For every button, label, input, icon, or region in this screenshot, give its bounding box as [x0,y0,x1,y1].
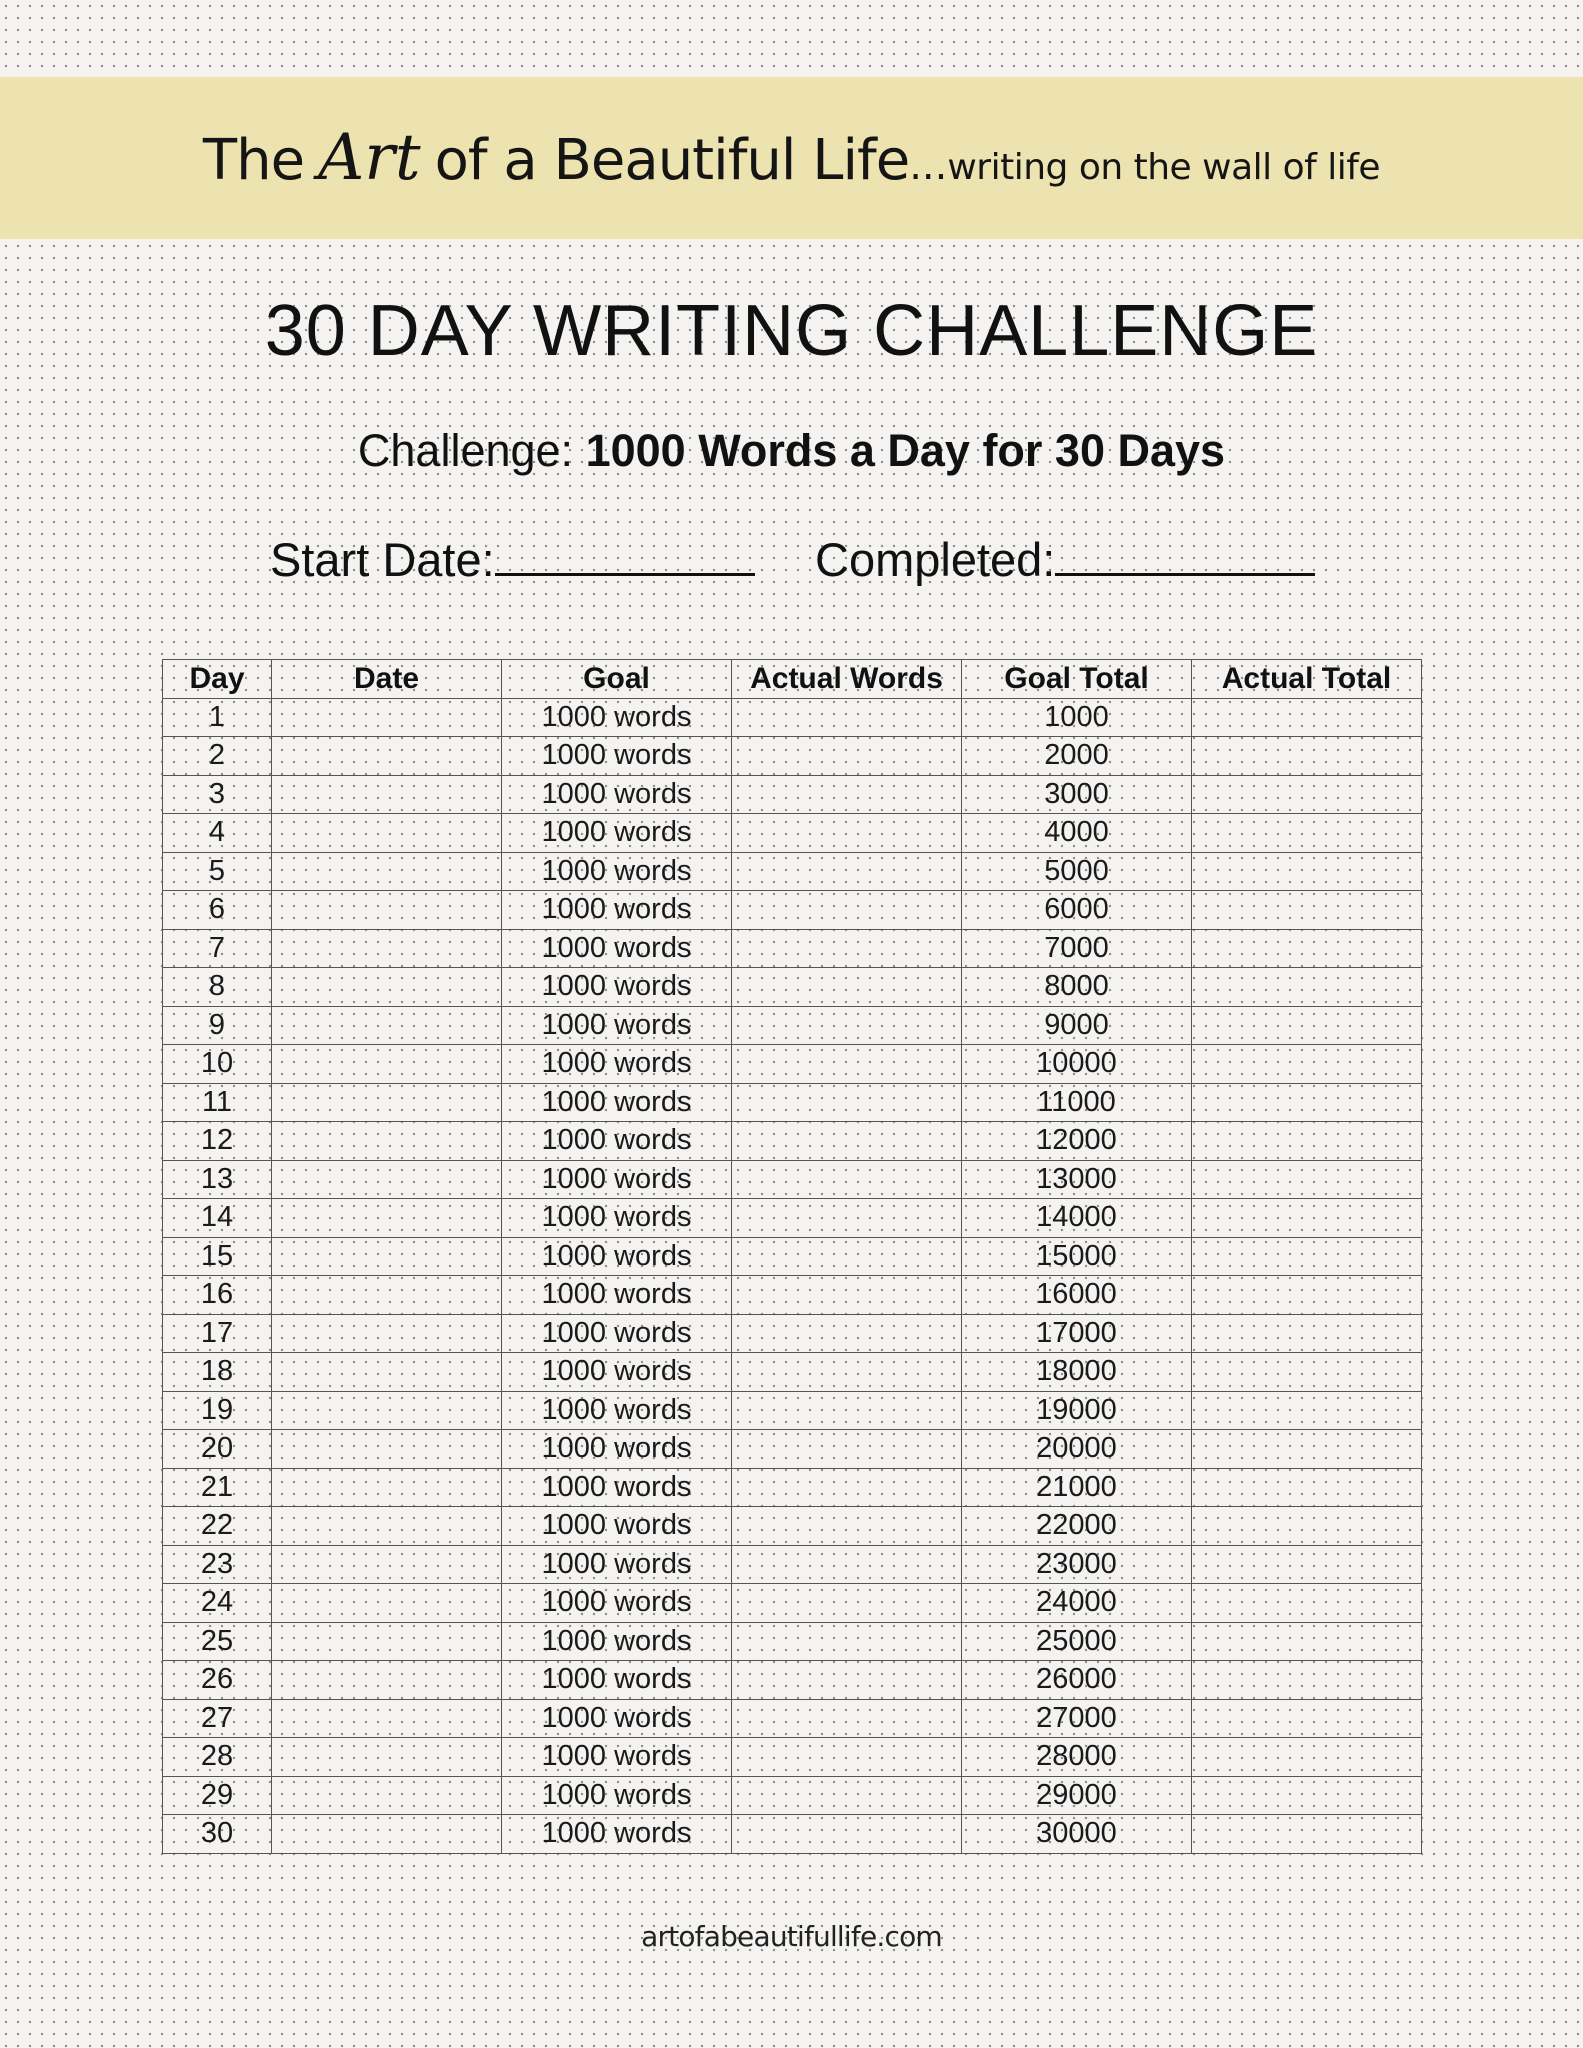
day-cell: 2 [163,737,272,776]
challenge-text: 1000 Words a Day for 30 Days [585,425,1226,476]
challenge-label: Challenge: [357,425,574,476]
goal-cell: 1000 words [502,1815,732,1854]
logo-rest: of a Beautiful Life [434,128,910,193]
logo-tagline: writing on the wall of life [947,147,1381,188]
date-cell[interactable] [272,1276,502,1315]
day-cell: 25 [163,1622,272,1661]
date-cell[interactable] [272,1468,502,1507]
goal-total-cell: 21000 [962,1468,1192,1507]
day-cell: 23 [163,1545,272,1584]
date-cell[interactable] [272,1160,502,1199]
date-cell[interactable] [272,1083,502,1122]
table-row [163,1353,1422,1392]
goal-total-cell: 19000 [962,1391,1192,1430]
actual-words-cell[interactable] [732,1545,962,1584]
goal-cell: 1000 words [502,1045,732,1084]
actual-words-cell[interactable] [732,1391,962,1430]
goal-total-cell: 15000 [962,1237,1192,1276]
day-cell: 18 [163,1353,272,1392]
day-cell: 28 [163,1738,272,1777]
goal-cell: 1000 words [502,1661,732,1700]
table-row [163,1738,1422,1777]
completed-field[interactable] [815,532,1315,587]
actual-total-cell[interactable] [1192,1430,1422,1469]
day-cell: 26 [163,1661,272,1700]
table-row [163,1699,1422,1738]
completed-blank[interactable] [1055,535,1315,576]
table-row [163,968,1422,1007]
actual-total-cell[interactable] [1192,775,1422,814]
actual-total-cell[interactable] [1192,1083,1422,1122]
table-row [163,1545,1422,1584]
table-row [163,1045,1422,1084]
goal-cell: 1000 words [502,1314,732,1353]
day-cell: 7 [163,929,272,968]
col-header-date: Date [272,660,502,699]
site-logo [203,121,1380,195]
day-cell: 14 [163,1199,272,1238]
goal-cell: 1000 words [502,1622,732,1661]
goal-cell: 1000 words [502,1468,732,1507]
goal-cell: 1000 words [502,968,732,1007]
table-row [163,1276,1422,1315]
actual-words-cell[interactable] [732,1430,962,1469]
table-row [163,852,1422,891]
goal-cell: 1000 words [502,737,732,776]
goal-cell: 1000 words [502,775,732,814]
actual-words-cell[interactable] [732,1661,962,1700]
table-row [163,1314,1422,1353]
date-cell[interactable] [272,1006,502,1045]
day-cell: 20 [163,1430,272,1469]
actual-words-cell[interactable] [732,1776,962,1815]
start-date-field[interactable] [270,532,755,587]
goal-cell: 1000 words [502,1699,732,1738]
actual-total-cell[interactable] [1192,891,1422,930]
goal-total-cell: 14000 [962,1199,1192,1238]
goal-cell: 1000 words [502,1584,732,1623]
table-row [163,1199,1422,1238]
actual-total-cell[interactable] [1192,1815,1422,1854]
goal-total-cell: 5000 [962,852,1192,891]
goal-cell: 1000 words [502,929,732,968]
table-row [163,1237,1422,1276]
date-cell[interactable] [272,698,502,737]
goal-total-cell: 20000 [962,1430,1192,1469]
goal-total-cell: 29000 [962,1776,1192,1815]
day-cell: 30 [163,1815,272,1854]
actual-words-cell[interactable] [732,1738,962,1777]
logo-art-script: Art [318,121,421,195]
actual-words-cell[interactable] [732,1045,962,1084]
goal-total-cell: 2000 [962,737,1192,776]
completed-label: Completed: [815,533,1056,586]
day-cell: 19 [163,1391,272,1430]
actual-words-cell[interactable] [732,968,962,1007]
table-row [163,891,1422,930]
logo-the: The [202,128,305,193]
logo-ellipsis: ... [909,143,948,189]
date-cell[interactable] [272,1391,502,1430]
actual-total-cell[interactable] [1192,968,1422,1007]
table-row [163,1661,1422,1700]
actual-total-cell[interactable] [1192,814,1422,853]
actual-words-cell[interactable] [732,1237,962,1276]
table-row [163,1083,1422,1122]
actual-words-cell[interactable] [732,1276,962,1315]
actual-total-cell[interactable] [1192,1006,1422,1045]
actual-total-cell[interactable] [1192,1237,1422,1276]
goal-cell: 1000 words [502,852,732,891]
date-cell[interactable] [272,775,502,814]
day-cell: 17 [163,1314,272,1353]
date-cell[interactable] [272,929,502,968]
goal-total-cell: 7000 [962,929,1192,968]
goal-cell: 1000 words [502,1776,732,1815]
actual-total-cell[interactable] [1192,852,1422,891]
goal-cell: 1000 words [502,1430,732,1469]
goal-total-cell: 24000 [962,1584,1192,1623]
date-cell[interactable] [272,1314,502,1353]
actual-words-cell[interactable] [732,1353,962,1392]
start-date-blank[interactable] [495,535,755,576]
actual-total-cell[interactable] [1192,698,1422,737]
table-row [163,737,1422,776]
goal-cell: 1000 words [502,1276,732,1315]
date-cell[interactable] [272,1430,502,1469]
col-header-actual-total: Actual Total [1192,660,1422,699]
goal-cell: 1000 words [502,1006,732,1045]
goal-total-cell: 22000 [962,1507,1192,1546]
table-row [163,1468,1422,1507]
footer-url[interactable]: artofabeautifullife.com [641,1920,942,1953]
goal-cell: 1000 words [502,814,732,853]
actual-words-cell[interactable] [732,1584,962,1623]
goal-total-cell: 6000 [962,891,1192,930]
col-header-goal-total: Goal Total [962,660,1192,699]
day-cell: 11 [163,1083,272,1122]
col-header-goal: Goal [502,660,732,699]
day-cell: 5 [163,852,272,891]
actual-words-cell[interactable] [732,1622,962,1661]
actual-total-cell[interactable] [1192,1699,1422,1738]
date-cell[interactable] [272,1545,502,1584]
date-cell[interactable] [272,1045,502,1084]
actual-words-cell[interactable] [732,1699,962,1738]
goal-total-cell: 13000 [962,1160,1192,1199]
date-cell[interactable] [272,1584,502,1623]
start-date-label: Start Date: [270,533,495,586]
day-cell: 27 [163,1699,272,1738]
date-cell[interactable] [272,1199,502,1238]
actual-total-cell[interactable] [1192,1661,1422,1700]
actual-total-cell[interactable] [1192,1045,1422,1084]
actual-total-cell[interactable] [1192,1276,1422,1315]
actual-total-cell[interactable] [1192,1160,1422,1199]
day-cell: 4 [163,814,272,853]
actual-total-cell[interactable] [1192,1314,1422,1353]
date-cell[interactable] [272,1353,502,1392]
table-row [163,1776,1422,1815]
goal-total-cell: 25000 [962,1622,1192,1661]
actual-total-cell[interactable] [1192,1199,1422,1238]
date-cell[interactable] [272,891,502,930]
table-row [163,1622,1422,1661]
table-header-row [163,660,1422,699]
goal-total-cell: 16000 [962,1276,1192,1315]
challenge-log-table [162,659,1422,1854]
goal-total-cell: 3000 [962,775,1192,814]
date-cell[interactable] [272,1661,502,1700]
goal-total-cell: 28000 [962,1738,1192,1777]
day-cell: 12 [163,1122,272,1161]
goal-total-cell: 12000 [962,1122,1192,1161]
table-row [163,1391,1422,1430]
goal-total-cell: 10000 [962,1045,1192,1084]
table-row [163,1507,1422,1546]
actual-words-cell[interactable] [732,1122,962,1161]
table-row [163,1006,1422,1045]
goal-total-cell: 9000 [962,1006,1192,1045]
day-cell: 1 [163,698,272,737]
actual-total-cell[interactable] [1192,1584,1422,1623]
day-cell: 8 [163,968,272,1007]
date-cell[interactable] [272,814,502,853]
day-cell: 22 [163,1507,272,1546]
day-cell: 24 [163,1584,272,1623]
goal-cell: 1000 words [502,1391,732,1430]
actual-total-cell[interactable] [1192,1122,1422,1161]
actual-words-cell[interactable] [732,1507,962,1546]
goal-cell: 1000 words [502,1083,732,1122]
day-cell: 6 [163,891,272,930]
goal-total-cell: 23000 [962,1545,1192,1584]
goal-cell: 1000 words [502,1237,732,1276]
goal-cell: 1000 words [502,1199,732,1238]
goal-total-cell: 8000 [962,968,1192,1007]
actual-total-cell[interactable] [1192,1353,1422,1392]
goal-total-cell: 26000 [962,1661,1192,1700]
actual-words-cell[interactable] [732,1006,962,1045]
actual-words-cell[interactable] [732,1199,962,1238]
day-cell: 21 [163,1468,272,1507]
goal-total-cell: 11000 [962,1083,1192,1122]
date-cell[interactable] [272,737,502,776]
table-row [163,1122,1422,1161]
page-title: 30 DAY WRITING CHALLENGE [264,291,1319,371]
date-cell[interactable] [272,1776,502,1815]
table-row [163,1584,1422,1623]
goal-cell: 1000 words [502,1122,732,1161]
goal-cell: 1000 words [502,1353,732,1392]
date-cell[interactable] [272,968,502,1007]
actual-words-cell[interactable] [732,1468,962,1507]
actual-total-cell[interactable] [1192,929,1422,968]
goal-cell: 1000 words [502,698,732,737]
goal-cell: 1000 words [502,1507,732,1546]
goal-total-cell: 27000 [962,1699,1192,1738]
table-row [163,775,1422,814]
actual-total-cell[interactable] [1192,1776,1422,1815]
actual-total-cell[interactable] [1192,1545,1422,1584]
date-cell[interactable] [272,1122,502,1161]
goal-cell: 1000 words [502,1545,732,1584]
table-row [163,1815,1422,1854]
table-row [163,929,1422,968]
table-row [163,1430,1422,1469]
goal-total-cell: 17000 [962,1314,1192,1353]
goal-cell: 1000 words [502,891,732,930]
day-cell: 29 [163,1776,272,1815]
date-cell[interactable] [272,1507,502,1546]
actual-words-cell[interactable] [732,698,962,737]
table-row [163,698,1422,737]
actual-words-cell[interactable] [732,852,962,891]
actual-total-cell[interactable] [1192,1622,1422,1661]
day-cell: 13 [163,1160,272,1199]
day-cell: 15 [163,1237,272,1276]
actual-words-cell[interactable] [732,891,962,930]
header-banner [0,77,1583,239]
col-header-actual-words: Actual Words [732,660,962,699]
goal-cell: 1000 words [502,1160,732,1199]
goal-total-cell: 18000 [962,1353,1192,1392]
actual-total-cell[interactable] [1192,1738,1422,1777]
actual-words-cell[interactable] [732,929,962,968]
actual-total-cell[interactable] [1192,737,1422,776]
actual-words-cell[interactable] [732,1314,962,1353]
date-cell[interactable] [272,1738,502,1777]
table-row [163,814,1422,853]
day-cell: 3 [163,775,272,814]
table-body [163,698,1422,1853]
date-cell[interactable] [272,1815,502,1854]
day-cell: 9 [163,1006,272,1045]
goal-total-cell: 1000 [962,698,1192,737]
actual-words-cell[interactable] [732,1083,962,1122]
date-cell[interactable] [272,1699,502,1738]
date-cell[interactable] [272,852,502,891]
actual-total-cell[interactable] [1192,1468,1422,1507]
actual-words-cell[interactable] [732,814,962,853]
actual-words-cell[interactable] [732,1160,962,1199]
actual-words-cell[interactable] [732,775,962,814]
goal-total-cell: 30000 [962,1815,1192,1854]
goal-total-cell: 4000 [962,814,1192,853]
actual-words-cell[interactable] [732,737,962,776]
actual-total-cell[interactable] [1192,1507,1422,1546]
goal-cell: 1000 words [502,1738,732,1777]
day-cell: 16 [163,1276,272,1315]
date-cell[interactable] [272,1237,502,1276]
challenge-line [0,425,1583,477]
actual-total-cell[interactable] [1192,1391,1422,1430]
actual-words-cell[interactable] [732,1815,962,1854]
col-header-day: Day [163,660,272,699]
day-cell: 10 [163,1045,272,1084]
table-row [163,1160,1422,1199]
date-cell[interactable] [272,1622,502,1661]
